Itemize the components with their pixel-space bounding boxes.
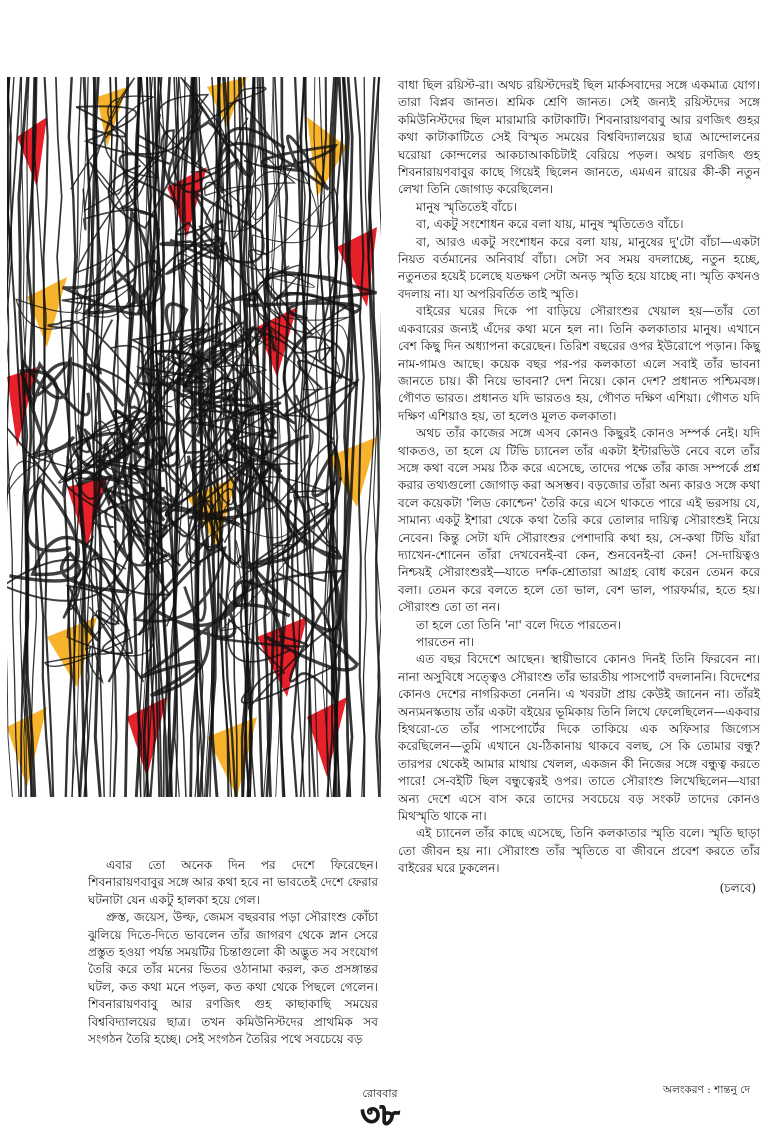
paragraph: পারতেন না। [416,635,475,649]
paragraph: বাইরের ঘরের দিকে পা বাড়িয়ে সৌরাংশুর খেয়াল হয়—তাঁর তো একবারের জন্যই এঁদের কথা মনে হল না। তিনি কলকাতার মানুষ। এখানে বেশ কিছু দিন অধ্যাপনা করেছেন। তিরিশ বছরের ওপর ইউরোপে পড়ান। কিছু নাম-গামও আছে। কয়েক বছর পর-পর কলকাতা এলে সবাই তাঁর ভাবনা জানতে চায়। কী নিয়ে ভাবনা? দেশ নিয়ে। কোন দেশ? প্রধানত পশ্চিমবঙ্গ। গৌণত ভারত। প্রধানত যদি ভারতও হয়, গৌণত দক্ষিণ এশিয়া। গৌণত যদি দক্ষিণ এশিয়াও হয়, তা হলেও মূলত কলকাতা। [398,304,760,423]
magazine-name: রোববার [362,1087,398,1100]
continued-marker: (চলবে) [719,880,756,895]
right-text-column [398,77,760,897]
paragraph: বা, একটু সংশোধন করে বলা যায়, মানুষ স্মৃতিতেও বাঁচে। [416,217,684,232]
left-text-column [88,857,378,1048]
paragraph: বাধা ছিল রয়িস্ট-রা। অথচ রয়িস্টদেরই ছিল মার্কসবাদের সঙ্গে একমাত্র যোগ। তারা বিপ্লব জানত। শ্রমিক শ্রেণি জানত। সেই জন্যই রয়িস্টদের সঙ্গে কমিউনিস্টদের ছিল মারামারি কাটাকাটি। শিবনারায়ণবাবু আর রণজিৎ গুহর কথা কাটাকাটিতে সেই বিস্মৃত সময়ের বিশ্ববিদ্যালয়ের ছাত্র আন্দোলনের ঘরোয়া কোন্দলের আকচাআকচিটাই বেরিয়ে পড়ল। অথচ রণজিৎ গুহ শিবনারায়ণবাবুর কাছে গিয়েই ছিলেন জানতে, এমএন রায়ের কী-কী নতুন লেখা তিনি জোগাড় করেছিলেন। [398,78,760,197]
story-illustration [7,77,381,832]
paragraph: বা, আরও একটু সংশোধন করে বলা যায়, মানুষের দু'টো বাঁচা—একটা নিয়ত বর্তমানের অনিবার্য বাঁচা। সেটা সব সময় বদলাচ্ছে, নতুন হচ্ছে, নতুনতর হয়েই চলেছে যতক্ষণ সেটা অনড় স্মৃতি হয়ে যাচ্ছে না। স্মৃতি কখনও বদলায় না। যা অপরিবর্তিত তাই স্মৃতি। [398,234,760,301]
ink-drip-line [292,77,301,797]
paragraph: প্রুস্ত, জয়েস, উল্ফ, জেমস বছরবার পড়া সৌরাংশু কোঁচা ঝুলিয়ে দিতে-দিতে ভাবলেন তাঁর জাগরণ থেকে স্নান সেরে প্রস্তুত হওয়া পর্যন্ত সময়টির চিন্তাগুলো কী অদ্ভুত সব সংযোগ তৈরি করে তাঁর মনের ভিতর ওঠানামা করল, কত প্রসঙ্গান্তর ঘটল, কত কথা মনে পড়ল, কত কথা থেকে পিছলে গেলেন। শিবনারায়ণবাবু আর রণজিৎ গুহ কাছাকাছি সময়ের বিশ্ববিদ্যালয়ের ছাত্র। তখন কমিউনিস্টদের প্রাথমিক সব সংগঠন তৈরি হচ্ছে। সেই সংগঠন তৈরির পথে সবচেয়ে বড় [88,910,378,1047]
paragraph: অথচ তাঁর কাজের সঙ্গে এসব কোনও কিছুরই কোনও সম্পর্ক নেই। যদি থাকতও, তা হলে যে টিভি চ্যানেল তাঁর একটা ইন্টারভিউ নেবে বলে তাঁর সঙ্গে কথা বলে সময় ঠিক করে এসেছে, তাদের পক্ষে তাঁর কাজ সম্পর্কে প্রশ্ন করার তথ্যগুলো জোগাড় করা অসম্ভব। বড়জোর তাঁরা অন্য কারও সঙ্গে কথা বলে কয়েকটা 'লিড কোশ্চেন' তৈরি করে এসে থাকতে পারে এই ভরসায় যে, সামান্য একটু ইশারা থেকে কথা তৈরি করে তোলার দায়িত্ব সৌরাংশুই নিয়ে নেবেন। কিন্তু সেটা যদি সৌরাংশুর পেশাদারি কথা হয়, সে-কথা টিভি যাঁরা দ্যাখেন-শোনেন তাঁরা দেখবেনই-বা কেন, শুনবেনই-বা কেন! সে-দায়িত্বও নিশ্চয়ই সৌরাংশুরই—যাতে দর্শক-শ্রোতারা আগ্রহ বোধ করেন তেমন করে বলা। তেমন করে বলতে হলে তো ভাল, বেশ ভাল, পারফর্মার, হতে হয়। সৌরাংশু তো তা নন। [398,426,760,615]
paragraph: এত বছর বিদেশে আছেন। স্থায়ীভাবে কোনও দিনই তিনি ফিরবেন না। নানা অসুবিধে সত্ত্বেও সৌরাংশু তাঁর ভারতীয় পাসপোর্ট বদলাননি। বিদেশের কোনও দেশের নাগরিকতা নেননি। এ খবরটা প্রায় কেউই জানেন না। তাঁরই অন্যমনস্কতায় তাঁর একটা বইয়ের ভূমিকায় তিনি লিখে ফেলেছিলেন—একবার হিথরো-তে তাঁর পাসপোর্টের দিকে তাকিয়ে এক অফিসার জিগ্যেস করেছিলেন—তুমি এখানে যে-ঠিকানায় থাকবে বলছ, সে কি তোমার বন্ধু? তারপর থেকেই আমার মাথায় খেলল, একজন কী নিজের সঙ্গে বন্ধুত্ব করতে পারে! সে-বইটি ছিল বন্ধুত্বেরই ওপর। তাতে সৌরাংশু লিখেছিলেন—যারা অন্য দেশে এসে বাস করে তাদের সবচেয়ে বড় সংকট তাদের কোনও মিথস্মৃতি থাকে না। [398,652,760,824]
page-number: ৩৮ [360,1098,400,1133]
paragraph: এই চ্যানেল তাঁর কাছে এসেছে, তিনি কলকাতার স্মৃতি বলে। স্মৃতি ছাড়া তো জীবন হয় না। সৌরাংশু তাঁর স্মৃতিতে বা জীবনে প্রবেশ করতে তাঁর বাইরের ঘরে ঢুকলেন। [398,826,760,876]
paragraph: তা হলে তো তিনি 'না' বলে দিতে পারতেন। [416,617,622,632]
paragraph: মানুষ স্মৃতিতেই বাঁচে। [416,199,518,214]
paragraph: এবার তো অনেক দিন পর দেশে ফিরেছেন। শিবনারায়ণবাবুর সঙ্গে আর কথা হবে না ভাবতেই দেশে ফেরার ঘটনাটা যেন একটু হালকা হয়ে গেল। [88,858,378,907]
expressionist-ink-illustration [7,77,381,832]
illustration-credit: অলংকরণ : শান্তনু দে [663,1084,750,1096]
